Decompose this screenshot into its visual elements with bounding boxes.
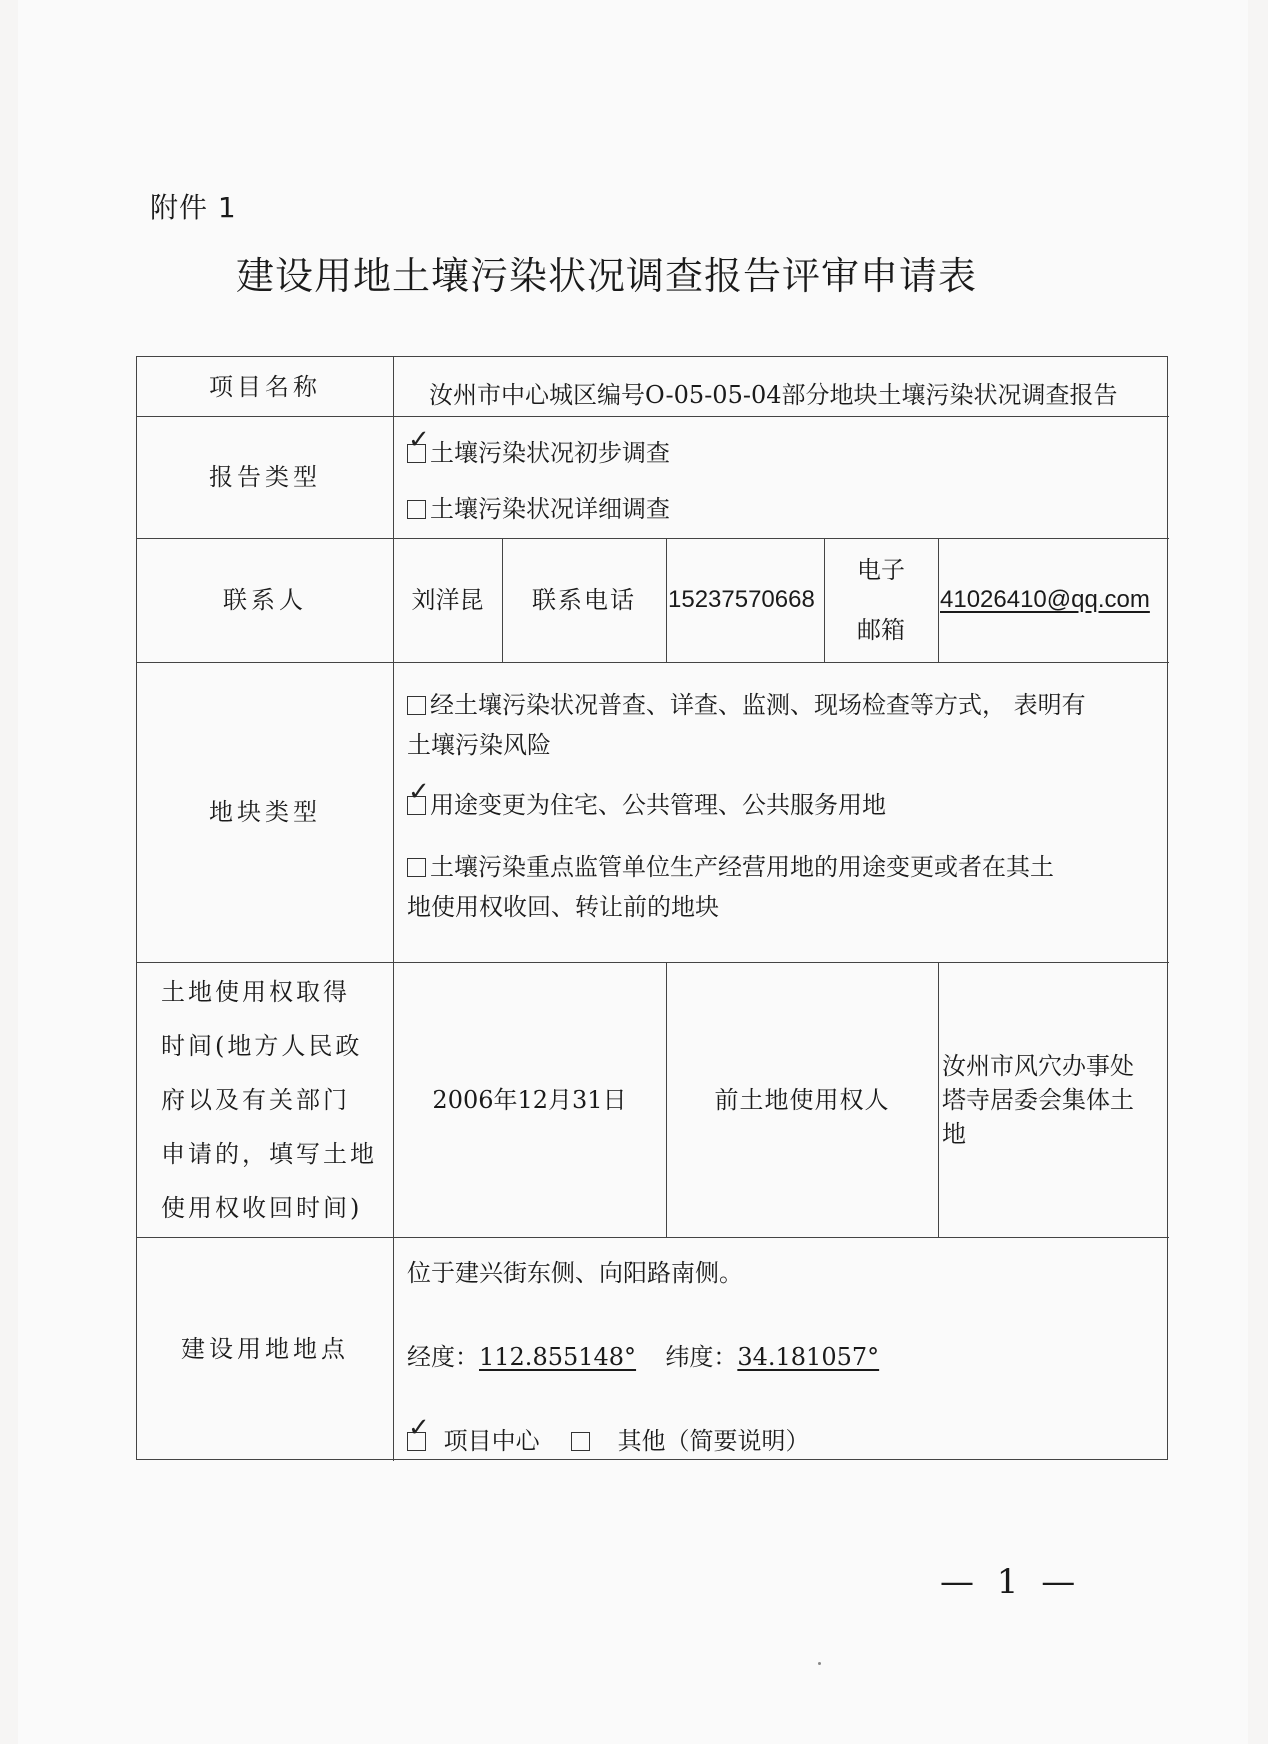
checkbox-icon[interactable]: [407, 858, 426, 877]
land-right-label: 土地使用权取得 时间(地方人民政 府以及有关部门 申请的，填写土地 使用权收回时间): [161, 977, 377, 1222]
location-label: 建设用地地点: [181, 1335, 349, 1363]
checked-checkbox-icon[interactable]: [407, 1432, 426, 1451]
phone-value: 15237570668: [668, 586, 815, 613]
option-other: 其他（简要说明）: [617, 1427, 810, 1455]
previous-owner-value: 汝州市风穴办事处 塔寺居委会集体土 地: [942, 1051, 1134, 1148]
page-number: — 1 —: [940, 1562, 1082, 1602]
report-type-option-detailed[interactable]: 土壤污染状况详细调查: [407, 489, 670, 529]
form-title: 建设用地土壤污染状况调查报告评审申请表: [236, 254, 978, 298]
location-options: [407, 1421, 810, 1461]
location-address: 位于建兴街东侧、向阳路南侧。: [407, 1259, 743, 1287]
checkbox-icon[interactable]: [407, 500, 426, 519]
option-project-center: 项目中心: [443, 1427, 540, 1455]
contact-label: 联系人: [223, 586, 307, 614]
contact-name: 刘洋昆: [411, 586, 484, 614]
report-type-option-preliminary[interactable]: ✓土壤污染状况初步调查: [407, 433, 670, 473]
checked-checkbox-icon[interactable]: [407, 444, 426, 463]
scan-speck: [818, 1662, 821, 1665]
application-form-table: [136, 356, 1168, 1460]
longitude-value: 112.855148°: [479, 1343, 637, 1371]
checkbox-icon[interactable]: [571, 1432, 590, 1451]
column-divider: [938, 962, 939, 1237]
plot-type-option-residential[interactable]: ✓用途变更为住宅、公共管理、公共服务用地: [407, 785, 886, 825]
phone-label: 联系电话: [532, 586, 636, 614]
email-value[interactable]: 41026410@qq.com: [940, 586, 1150, 613]
column-divider: [938, 538, 939, 662]
email-label: 电子 邮箱: [857, 556, 905, 644]
project-name-label: 项目名称: [209, 372, 321, 401]
coordinates: 经度：112.855148° 纬度：34.181057°: [407, 1343, 880, 1371]
latitude-value: 34.181057°: [737, 1343, 880, 1371]
column-divider: [393, 357, 394, 1461]
project-name-value: 汝州市中心城区编号O-05-05-04部分地块土壤污染状况调查报告: [429, 380, 1118, 409]
plot-type-option-risk-cont: 土壤污染风险: [407, 731, 551, 759]
checkbox-icon[interactable]: [407, 696, 426, 715]
previous-owner-label: 前土地使用权人: [714, 1085, 890, 1114]
attachment-label: 附件 1: [150, 191, 237, 224]
report-type-label: 报告类型: [209, 463, 321, 491]
plot-type-option-risk[interactable]: 经土壤污染状况普查、详查、监测、现场检查等方式， 表明有: [407, 685, 1086, 725]
plot-type-label: 地块类型: [209, 798, 321, 826]
plot-type-option-supervised-cont: 地使用权收回、转让前的地块: [407, 893, 719, 921]
column-divider: [666, 538, 667, 662]
checked-checkbox-icon[interactable]: [407, 796, 426, 815]
land-right-date: 2006年12月31日: [432, 1085, 627, 1114]
plot-type-option-supervised[interactable]: 土壤污染重点监管单位生产经营用地的用途变更或者在其土: [407, 847, 1054, 887]
